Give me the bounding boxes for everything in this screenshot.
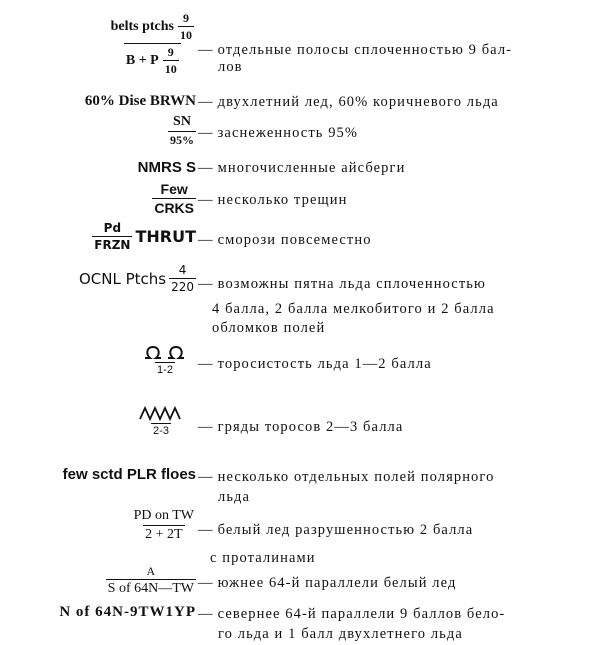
desc-line: двухлетний лед, 60% коричневого льда xyxy=(217,94,499,110)
code-dise-brwn xyxy=(85,93,196,110)
code-den: 2-3 xyxy=(153,425,169,437)
code-few-sctd xyxy=(63,466,196,483)
desc-pd-frzn xyxy=(198,232,372,249)
desc-line: несколько трещин xyxy=(217,192,348,208)
code-nmrs xyxy=(138,159,196,176)
code-num: Pd xyxy=(103,221,122,235)
desc-line: 4 балла, 2 балла мелкобитого и 2 балла xyxy=(212,301,495,317)
ridges-symbol-icon xyxy=(138,405,184,421)
desc-line: сморози повсеместно xyxy=(217,232,372,248)
code-s-of xyxy=(106,565,196,596)
desc-line: заснеженность 95% xyxy=(217,125,359,141)
desc-sn xyxy=(198,125,358,142)
dash: — xyxy=(198,419,214,435)
code-den: 220 xyxy=(171,280,194,294)
code-num: PD on TW xyxy=(133,508,194,523)
code-belts-num-frac-den: 10 xyxy=(180,28,192,42)
dash: — xyxy=(198,276,214,292)
desc-line: севернее 64-й параллели 9 баллов бело- xyxy=(217,606,506,622)
desc-n-of xyxy=(198,604,505,644)
code-den: 95% xyxy=(170,133,194,147)
hummocking-symbol-icon xyxy=(142,344,188,360)
code-pd-frzn xyxy=(92,222,196,251)
dash: — xyxy=(198,94,214,110)
code-num: 4 xyxy=(178,263,187,277)
code-text: OCNL Ptchs xyxy=(78,269,167,288)
code-belts-num-frac-num: 9 xyxy=(183,11,189,25)
code-few-crks xyxy=(152,182,196,215)
desc-pd-on-tw xyxy=(198,516,473,572)
desc-hummocking xyxy=(198,356,432,373)
code-belts-ptchs xyxy=(109,12,196,75)
code-den: FRZN xyxy=(94,238,131,252)
desc-nmrs xyxy=(198,160,405,177)
desc-line: южнее 64-й параллели белый лед xyxy=(217,575,457,591)
desc-line: белый лед разрушенностью 2 балла xyxy=(217,522,474,538)
desc-line: несколько отдельных полей полярного xyxy=(217,469,495,485)
desc-belts-ptchs xyxy=(198,42,512,76)
desc-line: отдельные полосы сплоченностью 9 бал- xyxy=(217,42,513,58)
desc-ridges xyxy=(198,419,403,436)
code-belts-den-frac-num: 9 xyxy=(167,45,174,59)
code-text: NMRS S xyxy=(137,159,196,176)
dash: — xyxy=(198,522,214,538)
dash: — xyxy=(198,575,214,591)
desc-line: возможны пятна льда сплоченностью xyxy=(217,276,486,292)
code-n-of xyxy=(59,604,196,621)
dash: — xyxy=(198,42,214,58)
code-num: A xyxy=(146,564,156,578)
code-num: SN xyxy=(173,114,191,129)
code-den: 2 + 2T xyxy=(145,527,183,542)
dash: — xyxy=(198,469,214,485)
code-num: Few xyxy=(160,181,188,197)
dash: — xyxy=(198,232,214,248)
dash: — xyxy=(198,356,214,372)
desc-line: льда xyxy=(218,489,251,505)
code-belts-den-text: B + P xyxy=(125,52,159,68)
code-belts-num-text: belts ptchs xyxy=(110,18,174,34)
desc-line: многочисленные айсберги xyxy=(217,160,406,176)
code-ridges xyxy=(136,405,186,437)
code-text: few sctd PLR floes xyxy=(62,466,196,483)
code-hummocking xyxy=(140,344,190,376)
dash: — xyxy=(198,606,214,622)
code-belts-den-frac-den: 10 xyxy=(164,62,177,76)
desc-few-crks xyxy=(198,192,348,209)
desc-few-sctd xyxy=(198,467,494,507)
dash: — xyxy=(198,125,214,141)
desc-line: торосистость льда 1—2 балла xyxy=(217,356,432,372)
code-text: N of 64N-9TW1YP xyxy=(59,604,196,620)
code-pd-on-tw xyxy=(132,509,196,542)
desc-dise-brwn xyxy=(198,94,499,111)
code-ocnl xyxy=(79,264,196,293)
code-den: CRKS xyxy=(154,200,194,216)
desc-line: обломков полей xyxy=(212,320,326,336)
desc-ocnl xyxy=(198,272,495,341)
desc-line: гряды торосов 2—3 балла xyxy=(217,419,404,435)
code-den: S of 64N—TW xyxy=(107,581,194,596)
code-text: THRUT xyxy=(135,227,196,246)
desc-s-of xyxy=(198,575,456,592)
desc-line: с проталинами xyxy=(210,550,316,566)
code-text: 60% Dise BRWN xyxy=(84,93,196,109)
dash: — xyxy=(198,192,214,208)
desc-line: лов xyxy=(218,59,243,75)
code-sn xyxy=(168,115,196,146)
desc-line: го льда и 1 балл двухлетнего льда xyxy=(218,626,463,642)
code-den: 1-2 xyxy=(157,364,173,376)
dash: — xyxy=(198,160,214,176)
